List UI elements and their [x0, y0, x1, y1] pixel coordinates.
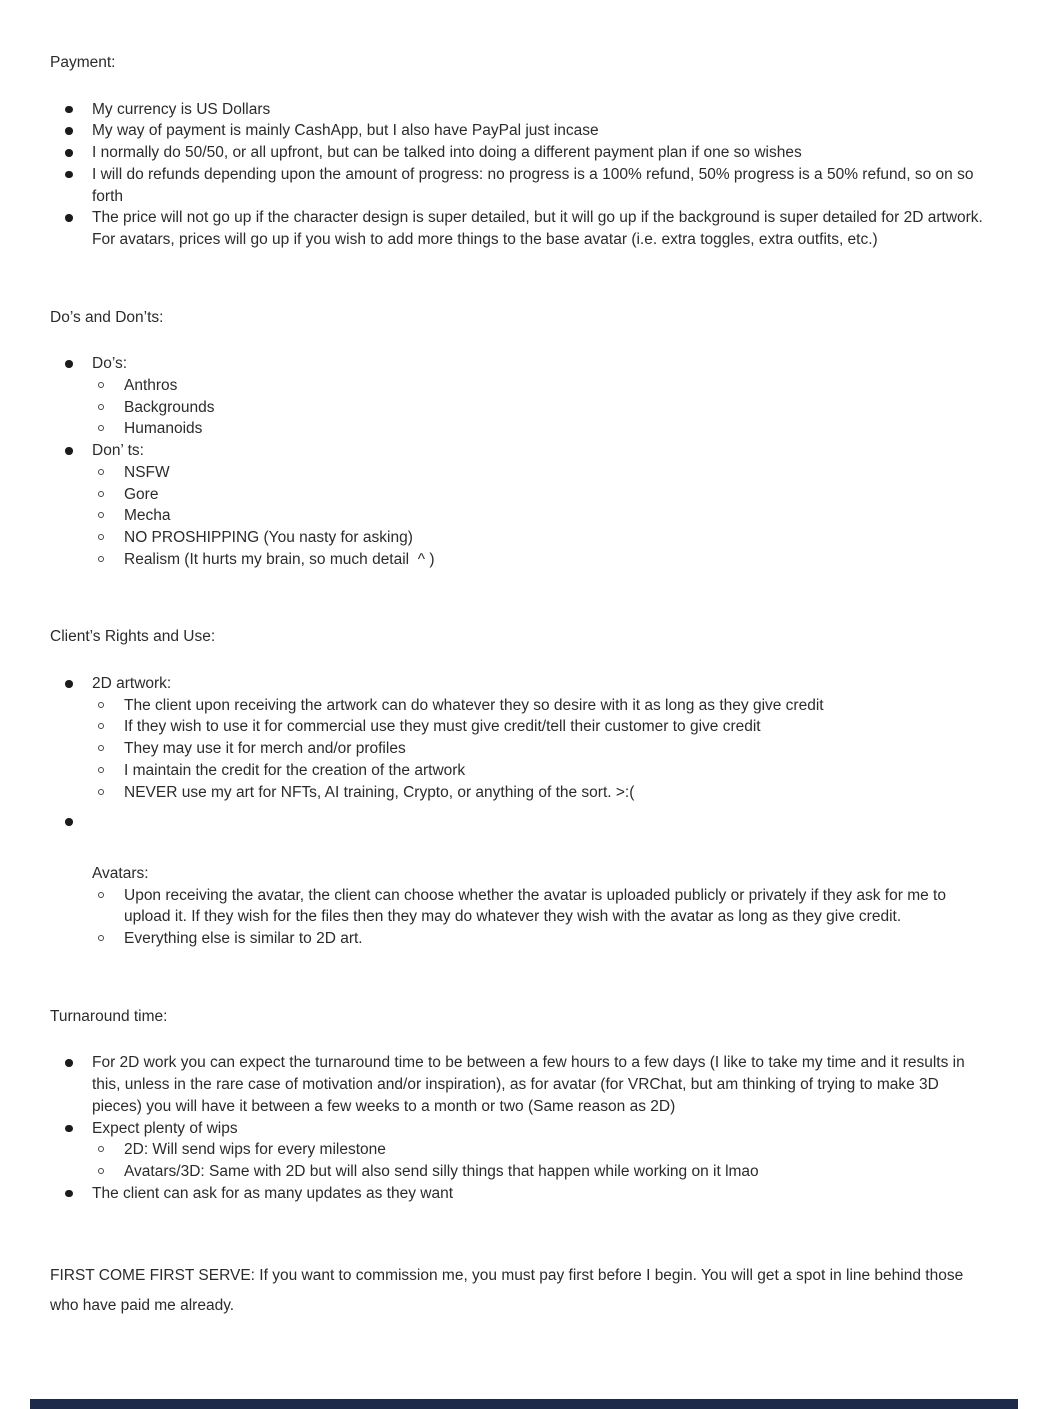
bullet-icon: [65, 1052, 92, 1067]
list-item: [98, 1161, 992, 1183]
list-item-text: 2D artwork:: [92, 675, 172, 693]
list-item-text: For 2D work you can expect the turnaround time to be between a few hours to a few days (I like to take my time and it results in this, unless in the rare case of motivation and/or inspiration), as for avatar (for VRChat, but am thinking of trying to make 3D pieces) you will have it between a few weeks to a month or two (Same reason as 2D): [92, 1054, 970, 1115]
section-payment: [50, 52, 992, 251]
list-item-text: Everything else is similar to 2D art.: [124, 930, 363, 948]
first-come-first-serve-note: FIRST COME FIRST SERVE: If you want to commission me, you must pay first before I begin. You will get a spot in line behind those who have paid me already.: [50, 1267, 964, 1314]
list-item-text: Expect plenty of wips: [92, 1119, 238, 1137]
list-item-text: They may use it for merch and/or profiles: [124, 740, 406, 758]
bullet-icon: [65, 673, 92, 688]
bullet-icon: [65, 142, 92, 157]
circle-bullet-icon: [98, 782, 124, 795]
list-item: [98, 462, 992, 484]
section-clients-rights: [50, 626, 992, 949]
list-item-text: Avatars/3D: Same with 2D but will also send silly things that happen while working on it lmao: [124, 1163, 759, 1180]
empty-list-item: [65, 811, 992, 833]
circle-bullet-icon: [98, 505, 124, 518]
list-item-text: My way of payment is mainly CashApp, but I also have PayPal just incase: [92, 122, 599, 140]
bullet-icon: [65, 164, 92, 179]
circle-bullet-icon: [98, 549, 124, 562]
section-dos-and-donts: [50, 307, 992, 571]
list-item-text: My currency is US Dollars: [92, 100, 271, 118]
bullet-list: [50, 1052, 992, 1204]
list-item: [65, 1118, 992, 1140]
list-item: [98, 549, 992, 571]
list-item-text: I will do refunds depending upon the amount of progress: no progress is a 100% refund, 50% progress is a 50% refund, so on so forth: [92, 165, 978, 205]
list-item: [65, 99, 992, 121]
bullet-list: [50, 99, 992, 251]
list-item-text: I maintain the credit for the creation of the artwork: [124, 761, 466, 779]
list-item: [65, 1052, 992, 1117]
section-heading: Client’s Rights and Use:: [50, 628, 216, 646]
list-item: [65, 673, 992, 695]
list-item: [98, 760, 992, 782]
bullet-icon: [65, 1118, 92, 1133]
list-item-text: NSFW: [124, 463, 170, 481]
list-item: [65, 142, 992, 164]
section-turnaround-time: [50, 1006, 992, 1205]
section-heading: Turnaround time:: [50, 1007, 168, 1025]
list-item-text: Don’ ts:: [92, 442, 144, 460]
list-item: [65, 207, 992, 250]
bullet-icon: [65, 207, 92, 222]
circle-bullet-icon: [98, 928, 124, 941]
list-item: [92, 863, 992, 885]
list-item: [98, 716, 992, 738]
list-item: [98, 484, 992, 506]
list-item: [98, 695, 992, 717]
list-item-text: Realism (It hurts my brain, so much detail ^ ): [124, 550, 435, 568]
list-item-text: Backgrounds: [124, 398, 215, 416]
list-item-text: The client can ask for as many updates as they want: [92, 1184, 453, 1202]
list-item-text: I normally do 50/50, or all upfront, but can be talked into doing a different payment plan if one so wishes: [92, 144, 802, 162]
list-item-text: 2D: Will send wips for every milestone: [124, 1141, 386, 1159]
section-heading: Payment:: [50, 54, 116, 71]
list-item: [98, 418, 992, 440]
bullet-icon: [65, 353, 92, 368]
circle-bullet-icon: [98, 484, 124, 497]
section-heading: Do’s and Don’ts:: [50, 308, 164, 326]
circle-bullet-icon: [98, 397, 124, 410]
bullet-icon: [65, 99, 92, 114]
list-item-text: If they wish to use it for commercial use they must give credit/tell their customer to give credit: [124, 718, 761, 736]
list-item: [65, 1183, 992, 1205]
list-item-text: Anthros: [124, 377, 178, 395]
list-item-text: Do’s:: [92, 355, 128, 373]
list-item: [98, 738, 992, 760]
list-item: [98, 527, 992, 549]
circle-bullet-icon: [98, 695, 124, 708]
bottom-bar: [30, 1399, 1018, 1409]
bullet-icon: [65, 120, 92, 135]
circle-bullet-icon: [98, 375, 124, 388]
list-item-text: NEVER use my art for NFTs, AI training, Crypto, or anything of the sort. >:(: [124, 783, 635, 801]
bullet-icon: [65, 1183, 92, 1198]
bullet-list: [50, 673, 992, 950]
list-item-text: NO PROSHIPPING (You nasty for asking): [124, 528, 413, 546]
list-item-text: Mecha: [124, 507, 171, 525]
circle-bullet-icon: [98, 527, 124, 540]
bullet-icon: [65, 811, 92, 826]
circle-bullet-icon: [98, 760, 124, 773]
circle-bullet-icon: [98, 462, 124, 475]
circle-bullet-icon: [98, 885, 124, 898]
list-item: [98, 782, 992, 804]
list-item: [65, 120, 992, 142]
list-item-text: Humanoids: [124, 420, 203, 438]
bullet-icon: [65, 440, 92, 455]
circle-bullet-icon: [98, 738, 124, 751]
list-item: [65, 164, 992, 207]
list-item: [98, 505, 992, 527]
list-item-text: Upon receiving the avatar, the client can choose whether the avatar is uploaded publicly or privately if they ask for me to upload it. If they wish for the files then they may do whatever they wish with the avatar as long as they give credit.: [124, 886, 951, 926]
list-item-text: Avatars:: [92, 864, 149, 882]
bullet-list: [50, 353, 992, 570]
list-item: [98, 375, 992, 397]
circle-bullet-icon: [98, 716, 124, 729]
list-item: [65, 353, 992, 375]
list-item: [65, 440, 992, 462]
circle-bullet-icon: [98, 1139, 124, 1152]
list-item-text: The price will not go up if the character design is super detailed, but it will go up if the background is super detailed for 2D artwork. For avatars, prices will go up if you wish to add more things to the base avatar (i.e. extra toggles, extra outfits, etc.): [92, 209, 988, 248]
circle-bullet-icon: [98, 1161, 124, 1174]
list-item: [98, 885, 992, 928]
list-item: [98, 397, 992, 419]
list-item: [98, 1139, 992, 1161]
circle-bullet-icon: [98, 418, 124, 431]
list-item-text: The client upon receiving the artwork can do whatever they so desire with it as long as they give credit: [124, 696, 824, 714]
list-item: [98, 928, 992, 950]
list-item-text: Gore: [124, 485, 159, 503]
